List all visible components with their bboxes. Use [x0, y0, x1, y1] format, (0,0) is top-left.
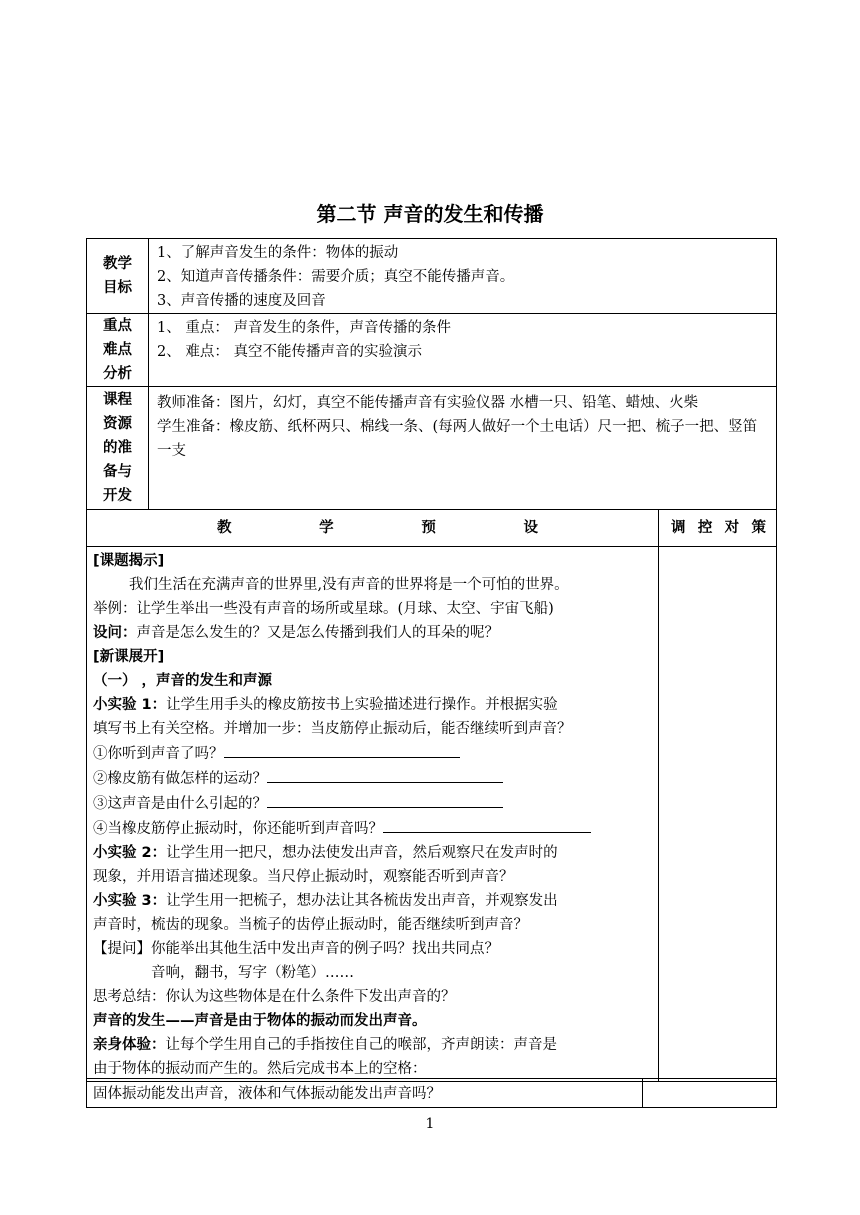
header-char: 策 — [751, 520, 766, 536]
key-point-item: 1、 重点： 声音发生的条件，声音传播的条件 — [157, 320, 451, 336]
teacher-prep: 教师准备：图片，幻灯，真空不能传播声音有实验仪器 水槽一只、铅笔、蜡烛、火柴 — [157, 395, 699, 411]
plan-body-row — [87, 547, 777, 1082]
experiment-text: 让学生用一把梳子，想办法让其各梳齿发出声音，并观察发出 — [166, 893, 558, 909]
label-part: 重点 — [103, 318, 132, 334]
resources-label — [87, 387, 149, 510]
question-line — [93, 816, 654, 841]
label-part: 目标 — [103, 280, 132, 296]
label-part: 教学 — [103, 256, 132, 272]
lesson-plan-table — [86, 238, 777, 1082]
topic-heading: [课题揭示] — [93, 553, 165, 569]
plan-body — [87, 547, 659, 1082]
topic-example: 举例：让学生举出一些没有声音的场所或星球。(月球、太空、宇宙飞船) — [93, 601, 554, 617]
objectives-content — [149, 239, 777, 314]
control-header — [659, 510, 777, 547]
label-part: 开发 — [103, 488, 132, 504]
section-heading: （一） ，声音的发生和声源 — [93, 673, 273, 689]
label-part: 课程 — [103, 392, 132, 408]
think-line: 思考总结：你认为这些物体是在什么条件下发出声音的？ — [93, 989, 456, 1005]
key-points-row — [87, 314, 777, 387]
hands-on-cont: 由于物体的振动而产生的。然后完成书本上的空格： — [93, 1061, 427, 1077]
key-point-item: 2、 难点： 真空不能传播声音的实验演示 — [157, 344, 422, 360]
experiment-text: 让学生用手头的橡皮筋按书上实验描述进行操作。并根据实验 — [166, 697, 558, 713]
experiment-label: 小实验 3： — [93, 893, 167, 909]
answer-blank[interactable] — [383, 816, 591, 833]
section-header-row — [87, 510, 777, 547]
header-char: 调 — [671, 520, 686, 536]
experiment-text: 让学生用一把尺，想办法使发出声音，然后观察尺在发声时的 — [166, 845, 558, 861]
header-char: 预 — [421, 520, 436, 536]
header-char: 对 — [724, 520, 740, 536]
resources-content — [149, 387, 777, 510]
question-line — [93, 741, 654, 766]
experiment-label: 小实验 2： — [93, 845, 167, 861]
key-points-content — [149, 314, 777, 387]
label-part: 的准 — [103, 440, 132, 456]
question-text: ④当橡皮筋停止振动时，你还能听到声音吗？ — [93, 821, 383, 837]
experiment-label: 小实验 1： — [93, 697, 167, 713]
objective-item: 2、知道声音传播条件：需要介质；真空不能传播声音。 — [157, 269, 515, 285]
page-number: 1 — [425, 1116, 435, 1132]
experiment-label: 亲身体验： — [93, 1037, 166, 1053]
answer-blank[interactable] — [224, 741, 460, 758]
label-part: 资源 — [103, 416, 132, 432]
question-line — [93, 791, 654, 816]
label-part: 难点 — [103, 342, 132, 358]
footer-table — [86, 1078, 777, 1108]
ask-line: 【提问】你能举出其他生活中发出声音的例子吗？找出共同点？ — [93, 941, 499, 957]
answer-blank[interactable] — [267, 766, 503, 783]
question-line — [93, 766, 654, 791]
question-text: ②橡皮筋有做怎样的运动？ — [93, 771, 267, 787]
experiment-text: 让每个学生用自己的手指按住自己的喉部，齐声朗读：声音是 — [165, 1037, 557, 1053]
objectives-label — [87, 239, 149, 314]
header-char: 控 — [697, 520, 713, 536]
hands-on — [93, 1033, 654, 1057]
question-text: ③这声音是由什么引起的？ — [93, 796, 267, 812]
experiment-2-cont: 现象，并用语言描述现象。当尺停止振动时，观察能否听到声音？ — [93, 869, 514, 885]
header-char: 学 — [319, 520, 334, 536]
experiment-1-cont: 填写书上有关空格。并增加一步：当皮筋停止振动后，能否继续听到声音？ — [93, 721, 572, 737]
page-title: 第二节 声音的发生和传播 — [316, 202, 544, 226]
conclusion-line: 声音的发生——声音是由于物体的振动而发出声音。 — [93, 1013, 427, 1029]
topic-paragraph: 我们生活在充满声音的世界里,没有声音的世界将是一个可怕的世界。 — [129, 577, 569, 593]
answer-blank[interactable] — [267, 791, 503, 808]
key-points-label — [87, 314, 149, 387]
new-lesson-heading: [新课展开] — [93, 649, 165, 665]
footer-question: 固体振动能发出声音，液体和气体振动能发出声音吗？ — [87, 1079, 643, 1108]
experiment-2 — [93, 841, 654, 865]
header-char: 教 — [217, 520, 232, 536]
control-column — [659, 547, 777, 1082]
label-part: 分析 — [103, 366, 132, 382]
footer-row — [87, 1079, 777, 1108]
experiment-3 — [93, 889, 654, 913]
objective-item: 3、声音传播的速度及回音 — [157, 293, 326, 309]
footer-control — [643, 1079, 777, 1108]
resources-row — [87, 387, 777, 510]
question-label: 设问： — [93, 625, 137, 641]
question-text: ①你听到声音了吗？ — [93, 746, 224, 762]
objectives-row — [87, 239, 777, 314]
question-text: 声音是怎么发生的？又是怎么传播到我们人的耳朵的呢？ — [136, 625, 499, 641]
header-char: 设 — [523, 520, 538, 536]
topic-question — [93, 621, 654, 645]
student-prep: 学生准备：橡皮筋、纸杯两只、棉线一条、(每两人做好一个土电话）尺一把、梳子一把、竖笛一支 — [157, 419, 758, 459]
plan-header — [87, 510, 659, 547]
experiment-1 — [93, 693, 654, 717]
examples-line: 音响，翻书，写字（粉笔）…… — [151, 965, 354, 981]
label-part: 备与 — [103, 464, 132, 480]
experiment-3-cont: 声音时，梳齿的现象。当梳子的齿停止振动时，能否继续听到声音？ — [93, 917, 528, 933]
objective-item: 1、了解声音发生的条件：物体的振动 — [157, 245, 399, 261]
